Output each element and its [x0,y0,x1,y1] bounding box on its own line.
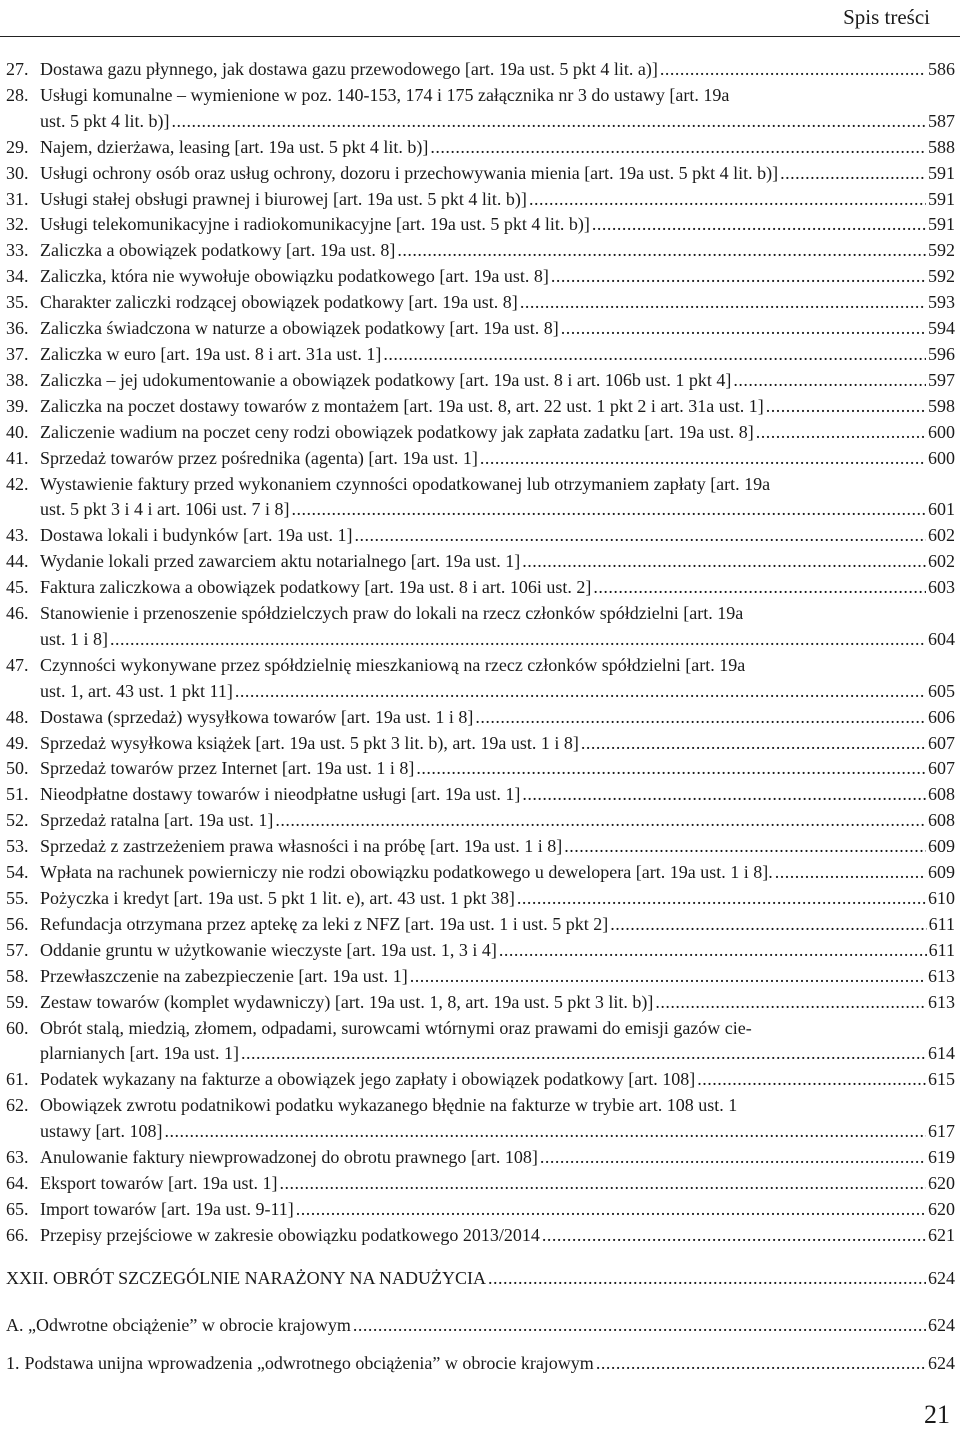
entry-title: ustawy [art. 108] [40,1121,163,1142]
dot-leader [564,834,926,860]
toc-entry[interactable] [0,1145,955,1171]
toc-entry[interactable] [0,549,955,575]
dot-leader [499,938,927,964]
entry-title: Wydanie lokali przed zawarciem aktu notarialnego [art. 19a ust. 1] [40,551,521,572]
dot-leader [775,860,926,886]
dot-leader [542,1223,926,1249]
entry-page: 613 [928,965,955,986]
dot-leader [529,187,926,213]
entry-number: 29. [6,136,29,157]
toc-entry[interactable] [0,446,955,472]
entry-page: 606 [928,706,955,727]
entry-number: 33. [6,240,29,261]
entry-page: 596 [928,343,955,364]
entry-number: 45. [6,577,29,598]
entry-title: Najem, dzierżawa, leasing [art. 19a ust. 5 pkt 4 lit. b)] [40,136,429,157]
entry-page: 621 [928,1224,955,1245]
entry-number: 59. [6,991,29,1012]
toc-entry[interactable] [0,886,955,912]
part-page: 624 [928,1315,955,1335]
entry-title: ust. 5 pkt 3 i 4 i art. 106i ust. 7 i 8] [40,499,290,520]
toc-entry[interactable] [0,342,955,368]
entry-title: Sprzedaż wysyłkowa książek [art. 19a ust. 5 pkt 3 lit. b), art. 19a ust. 1 i 8] [40,732,579,753]
entry-title: Usługi ochrony osób oraz usług ochrony, dozoru i przechowywania mienia [art. 19a ust. 5 pkt 4 lit. b)] [40,162,779,183]
toc-entry[interactable] [0,316,955,342]
entry-title: Zaliczka w euro [art. 19a ust. 8 i art. 31a ust. 1] [40,343,382,364]
entry-title: Dostawa lokali i budynków [art. 19a ust. 1] [40,525,353,546]
toc-entry[interactable] [0,1016,955,1068]
entry-title: Dostawa (sprzedaż) wysyłkowa towarów [art. 19a ust. 1 i 8] [40,706,474,727]
entry-page: 597 [928,369,955,390]
entry-number: 42. [6,473,29,494]
dot-leader [596,1350,926,1376]
entry-number: 40. [6,421,29,442]
entry-page: 592 [928,240,955,261]
toc-entry[interactable] [0,472,955,524]
part-heading[interactable] [6,1312,955,1338]
entry-page: 593 [928,292,955,313]
dot-leader [522,782,926,808]
chapter-page: 624 [928,1268,955,1288]
entry-number: 53. [6,836,29,857]
toc-entry[interactable] [0,420,955,446]
entry-number: 65. [6,1198,29,1219]
part-title: A. „Odwrotne obciążenie” w obrocie krajowym [6,1315,351,1335]
sub-entry-page: 624 [928,1353,955,1373]
toc-entry[interactable] [0,1171,955,1197]
entry-title: Charakter zaliczki rodzącej obowiązek podatkowy [art. 19a ust. 8] [40,292,518,313]
entry-number: 35. [6,292,29,313]
entry-page: 602 [928,551,955,572]
entry-number: 64. [6,1172,29,1193]
entry-page: 601 [928,499,955,520]
entry-title: Pożyczka i kredyt [art. 19a ust. 5 pkt 1 lit. e), art. 43 ust. 1 pkt 38] [40,888,515,908]
chapter-heading[interactable] [6,1265,955,1291]
entry-title: Sprzedaż towarów przez pośrednika (agenta) [art. 19a ust. 1] [40,447,478,468]
dot-leader [756,420,926,446]
entry-number: 32. [6,214,29,235]
entry-title: Sprzedaż towarów przez Internet [art. 19a ust. 1 i 8] [40,758,415,779]
entry-title: Zaliczenie wadium na poczet ceny rodzi obowiązek podatkowy jak zapłata zadatku [art. 19a ust. 8] [40,421,754,442]
sub-entry[interactable] [6,1350,955,1376]
toc-entry[interactable] [0,653,955,705]
dot-leader [172,109,927,135]
entry-number: 30. [6,162,29,183]
toc-entry[interactable] [0,1197,955,1223]
entry-page: 620 [928,1172,955,1193]
entry-title: Dostawa gazu płynnego, jak dostawa gazu przewodowego [art. 19a ust. 5 pkt 4 lit. a)] [40,59,658,79]
entry-page: 608 [928,810,955,831]
dot-leader [164,1119,926,1145]
toc-entry[interactable] [0,394,955,420]
entry-number: 51. [6,784,29,805]
entry-title: Zaliczka – jej udokumentowanie a obowiązek podatkowy [art. 19a ust. 8 i art. 106b ust. 1 pkt 4] [40,369,732,390]
toc-entry[interactable] [0,1223,955,1249]
dot-leader [561,316,926,342]
entry-number: 54. [6,862,29,883]
entry-page: 619 [928,1147,955,1168]
entry-page: 614 [928,1043,955,1064]
entry-page: 611 [928,913,955,934]
entry-title: Zaliczka świadczona w naturze a obowiązek podatkowy [art. 19a ust. 8] [40,318,559,339]
entry-number: 44. [6,551,29,572]
dot-leader [480,446,926,472]
toc-entry[interactable] [0,834,955,860]
dot-leader [296,1197,926,1223]
entry-number: 61. [6,1069,29,1090]
toc-entry[interactable] [0,601,955,653]
entry-number: 28. [6,84,29,105]
entry-number: 63. [6,1147,29,1168]
entry-number: 66. [6,1224,29,1245]
header-title: Spis treści [843,5,930,29]
entry-title: Zaliczka na poczet dostawy towarów z montażem [art. 19a ust. 8, art. 22 ust. 1 pkt 2 i art. 31a ust. 1] [40,395,764,416]
dot-leader [241,1041,926,1067]
entry-title: Faktura zaliczkowa a obowiązek podatkowy [art. 19a ust. 8 i art. 106i ust. 2] [40,577,592,598]
entry-title: Podatek wykazany na fakturze a obowiązek jego zapłaty i obowiązek podatkowy [art. 108] [40,1069,696,1090]
entry-page: 607 [928,758,955,779]
chapter-title: XXII. OBRÓT SZCZEGÓLNIE NARAŻONY NA NADUŻYCIA [6,1268,486,1288]
entry-number: 55. [6,888,29,908]
entry-number: 27. [6,59,29,79]
running-header [0,0,960,40]
entry-page: 603 [928,577,955,598]
toc-entry[interactable] [0,135,955,161]
dot-leader [517,886,926,912]
entry-number: 57. [6,939,29,960]
entry-page: 602 [928,525,955,546]
entry-title: Usługi stałej obsługi prawnej i biurowej [art. 19a ust. 5 pkt 4 lit. b)] [40,188,527,209]
entry-page: 592 [928,266,955,287]
entry-page: 600 [928,447,955,468]
dot-leader [416,756,926,782]
toc-entry[interactable] [0,57,955,83]
toc-entry[interactable] [0,990,955,1016]
entry-number: 58. [6,965,29,986]
entry-number: 41. [6,447,29,468]
toc-entry[interactable] [0,290,955,316]
entry-number: 49. [6,732,29,753]
toc-entry[interactable] [0,238,955,264]
entry-page: 607 [928,732,955,753]
entry-page: 608 [928,784,955,805]
toc-entry[interactable] [0,1093,955,1145]
entry-page: 598 [928,395,955,416]
dot-leader [655,990,926,1016]
dot-leader [551,264,926,290]
entry-number: 34. [6,266,29,287]
toc-entry[interactable] [0,264,955,290]
page-number: 21 [924,1400,950,1429]
entry-title: Wpłata na rachunek powierniczy nie rodzi obowiązku podatkowego u dewelopera [art. 19a ust. 1 i 8]. [40,862,773,883]
entry-number: 46. [6,603,29,624]
dot-leader [520,290,926,316]
entry-title: Wystawienie faktury przed wykonaniem czynności opodatkowanej lub otrzymaniem zapłaty [art. 19a [40,473,771,494]
entry-title: Eksport towarów [art. 19a ust. 1] [40,1172,278,1193]
dot-leader [581,731,926,757]
entry-page: 604 [928,628,955,649]
table-of-contents [0,57,960,1249]
entry-number: 60. [6,1017,29,1038]
entry-page: 611 [928,939,955,960]
toc-entry[interactable] [0,782,955,808]
entry-number: 62. [6,1095,29,1116]
dot-leader [780,161,926,187]
entry-number: 43. [6,525,29,546]
entry-title: Oddanie gruntu w użytkowanie wieczyste [art. 19a ust. 1, 3 i 4] [40,939,497,960]
entry-number: 56. [6,913,29,934]
entry-page: 587 [928,110,955,131]
dot-leader [660,57,926,83]
entry-title: Sprzedaż ratalna [art. 19a ust. 1] [40,810,274,831]
dot-leader [593,575,926,601]
entry-title: Import towarów [art. 19a ust. 9-11] [40,1198,294,1219]
entry-title: Nieodpłatne dostawy towarów i nieodpłatne usługi [art. 19a ust. 1] [40,784,521,805]
entry-page: 615 [928,1069,955,1090]
entry-page: 591 [928,214,955,235]
dot-leader [397,238,926,264]
toc-entry[interactable] [0,187,955,213]
toc-entry[interactable] [0,368,955,394]
toc-entry[interactable] [0,731,955,757]
entry-number: 50. [6,758,29,779]
entry-page: 594 [928,318,955,339]
toc-entry[interactable] [0,575,955,601]
toc-entry[interactable] [0,83,955,135]
entry-title: Stanowienie i przenoszenie spółdzielczych praw do lokali na rzecz członków spółdzielni [art. 19a [40,603,744,624]
entry-number: 31. [6,188,29,209]
entry-title: Refundacja otrzymana przez aptekę za leki z NFZ [art. 19a ust. 1 i ust. 5 pkt 2] [40,913,609,934]
entry-title: Usługi telekomunikacyjne i radiokomunikacyjne [art. 19a ust. 5 pkt 4 lit. b)] [40,214,590,235]
entry-number: 52. [6,810,29,831]
dot-leader [697,1067,926,1093]
entry-page: 588 [928,136,955,157]
entry-title: Anulowanie faktury niewprowadzonej do obrotu prawnego [art. 108] [40,1147,538,1168]
dot-leader [279,1171,926,1197]
dot-leader [592,212,926,238]
dot-leader [354,523,926,549]
dot-leader [410,964,926,990]
header-rule [0,36,960,37]
entry-title: Obrót stalą, miedzią, złomem, odpadami, surowcami wtórnymi oraz prawami do emisji gazów cie- [40,1017,752,1038]
entry-page: 620 [928,1198,955,1219]
entry-page: 613 [928,991,955,1012]
dot-leader [522,549,926,575]
entry-title: ust. 1 i 8] [40,628,109,649]
entry-title: Przewłaszczenie na zabezpieczenie [art. 19a ust. 1] [40,965,408,986]
toc-entry[interactable] [0,964,955,990]
sub-entry-title: Podstawa unijna wprowadzenia „odwrotnego obciążenia” w obrocie krajowym [24,1353,594,1373]
entry-page: 610 [928,888,955,908]
dot-leader [383,342,926,368]
entry-title: Przepisy przejściowe w zakresie obowiązku podatkowego 2013/2014 [40,1224,540,1245]
entry-number: 48. [6,706,29,727]
entry-title: ust. 1, art. 43 ust. 1 pkt 11] [40,680,233,701]
entry-title: Obowiązek zwrotu podatnikowi podatku wykazanego błędnie na fakturze w trybie art. 108 ust. 1 [40,1095,738,1116]
entry-number: 36. [6,318,29,339]
dot-leader [733,368,926,394]
toc-entry[interactable] [0,161,955,187]
toc-entry[interactable] [0,1067,955,1093]
toc-entry[interactable] [0,912,955,938]
entry-page: 609 [928,836,955,857]
dot-leader [430,135,926,161]
entry-title: Usługi komunalne – wymienione w poz. 140-153, 174 i 175 załącznika nr 3 do ustawy [art. 19a [40,84,730,105]
toc-entry[interactable] [0,756,955,782]
toc-entry[interactable] [0,212,955,238]
entry-number: 39. [6,395,29,416]
toc-entry[interactable] [0,938,955,964]
entry-title: ust. 5 pkt 4 lit. b)] [40,110,170,131]
entry-title: Czynności wykonywane przez spółdzielnię mieszkaniową na rzecz członków spółdzielni [art. 19a [40,654,746,675]
entry-number: 37. [6,343,29,364]
dot-leader [475,705,926,731]
dot-leader [610,912,926,938]
dot-leader [110,627,926,653]
entry-title: plarnianych [art. 19a ust. 1] [40,1043,239,1064]
entry-number: 47. [6,654,29,675]
entry-title: Zaliczka, która nie wywołuje obowiązku podatkowego [art. 19a ust. 8] [40,266,549,287]
entry-page: 605 [928,680,955,701]
dot-leader [292,497,927,523]
dot-leader [766,394,926,420]
toc-entry[interactable] [0,705,955,731]
sub-entry-number: 1. [6,1353,20,1373]
entry-title: Sprzedaż z zastrzeżeniem prawa własności i na próbę [art. 19a ust. 1 i 8] [40,836,563,857]
entry-page: 617 [928,1121,955,1142]
toc-entry[interactable] [0,808,955,834]
entry-number: 38. [6,369,29,390]
entry-page: 609 [928,862,955,883]
entry-page: 586 [928,59,955,79]
entry-title: Zaliczka a obowiązek podatkowy [art. 19a ust. 8] [40,240,396,261]
entry-title: Zestaw towarów (komplet wydawniczy) [art. 19a ust. 1, 8, art. 19a ust. 5 pkt 3 lit. b)] [40,991,654,1012]
dot-leader [488,1265,926,1291]
entry-page: 600 [928,421,955,442]
dot-leader [235,679,926,705]
toc-entry[interactable] [0,860,955,886]
dot-leader [353,1312,926,1338]
dot-leader [540,1145,926,1171]
toc-entry[interactable] [0,523,955,549]
entry-page: 591 [928,188,955,209]
entry-page: 591 [928,162,955,183]
dot-leader [275,808,926,834]
